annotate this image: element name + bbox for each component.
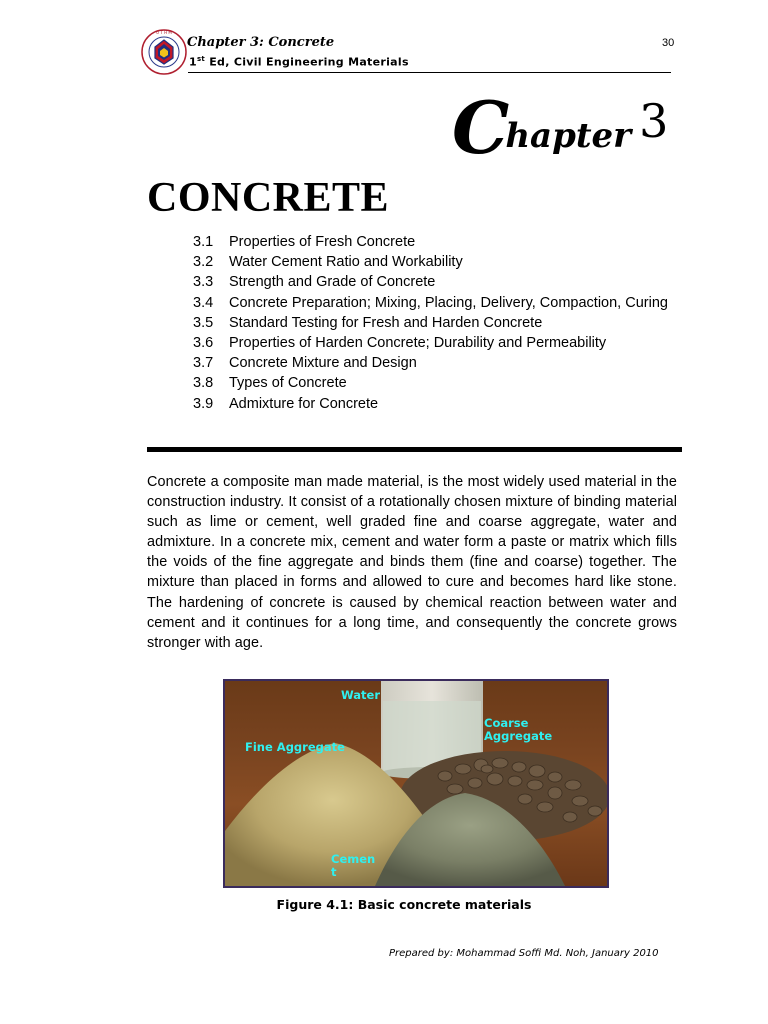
toc-text: Standard Testing for Fresh and Harden Concrete — [229, 314, 543, 331]
table-of-contents — [193, 232, 678, 414]
toc-text: Properties of Harden Concrete; Durability and Permeability — [229, 335, 607, 352]
chapter-number: 3 — [639, 94, 669, 148]
toc-item — [193, 313, 678, 333]
toc-number: 3.9 — [193, 395, 214, 412]
toc-text: Concrete Mixture and Design — [229, 355, 417, 372]
toc-number: 3.3 — [193, 274, 214, 291]
label-fine-aggregate: Fine Aggregate — [245, 740, 345, 754]
toc-number: 3.8 — [193, 375, 214, 392]
toc-item — [193, 373, 678, 393]
toc-number: 3.5 — [193, 314, 214, 331]
toc-text: Water Cement Ratio and Workability — [229, 254, 463, 271]
label-water: Water — [341, 688, 381, 702]
toc-number: 3.7 — [193, 355, 214, 372]
toc-item — [193, 293, 678, 313]
toc-text: Strength and Grade of Concrete — [229, 274, 436, 291]
toc-item — [193, 252, 678, 272]
toc-number: 3.4 — [193, 294, 214, 311]
chapter-title: CONCRETE — [147, 175, 390, 221]
page-number: 30 — [662, 37, 675, 49]
label-coarse-aggregate: Coarse Aggregate — [484, 716, 553, 743]
toc-item — [193, 232, 678, 252]
toc-text: Concrete Preparation; Mixing, Placing, Delivery, Compaction, Curing — [229, 294, 668, 311]
toc-item — [193, 333, 678, 353]
toc-item — [193, 353, 678, 373]
toc-text: Properties of Fresh Concrete — [229, 234, 416, 250]
toc-number: 3.2 — [193, 254, 214, 271]
intro-paragraph: Concrete a composite man made material, is the most widely used material in the construction industry. It consist of a rotationally chosen mixture of binding material such as lime or cement, well graded fine and coarse aggregate, water and admixture. In a concrete mix, cement and water form a paste or matrix which fills the voids of the fine aggregate and binds them (fine and coarse) together. The mixture than placed in forms and allowed to cure and becomes hard like stone. The hardening of concrete is caused by chemical reaction between water and cement and it continues for a long time, and consequently the concrete grows stronger with age. — [147, 474, 677, 651]
toc-number: 3.1 — [193, 234, 214, 250]
footer-credit: Prepared by: Mohammad Soffi Md. Noh, January 2010 — [389, 948, 659, 959]
chapter-initial: C — [452, 85, 506, 170]
header-title: Chapter 3: Concrete — [187, 35, 335, 50]
header-divider — [188, 72, 671, 73]
concrete-materials-photo — [223, 679, 609, 888]
figure-caption: Figure 4.1: Basic concrete materials — [276, 897, 532, 912]
toc-text: Admixture for Concrete — [229, 395, 379, 412]
section-divider — [147, 447, 682, 452]
toc-number: 3.6 — [193, 335, 214, 352]
chapter-word-rest: hapter — [505, 116, 632, 156]
chapter-heading — [452, 85, 669, 170]
label-cement: Cemen t — [331, 852, 376, 879]
header-subtitle: 1st Ed, Civil Engineering Materials — [189, 55, 409, 69]
svg-text:U T H M: U T H M — [156, 30, 172, 35]
toc-text: Types of Concrete — [229, 375, 347, 392]
toc-item — [193, 394, 678, 414]
university-logo — [140, 28, 188, 76]
toc-item — [193, 272, 678, 292]
